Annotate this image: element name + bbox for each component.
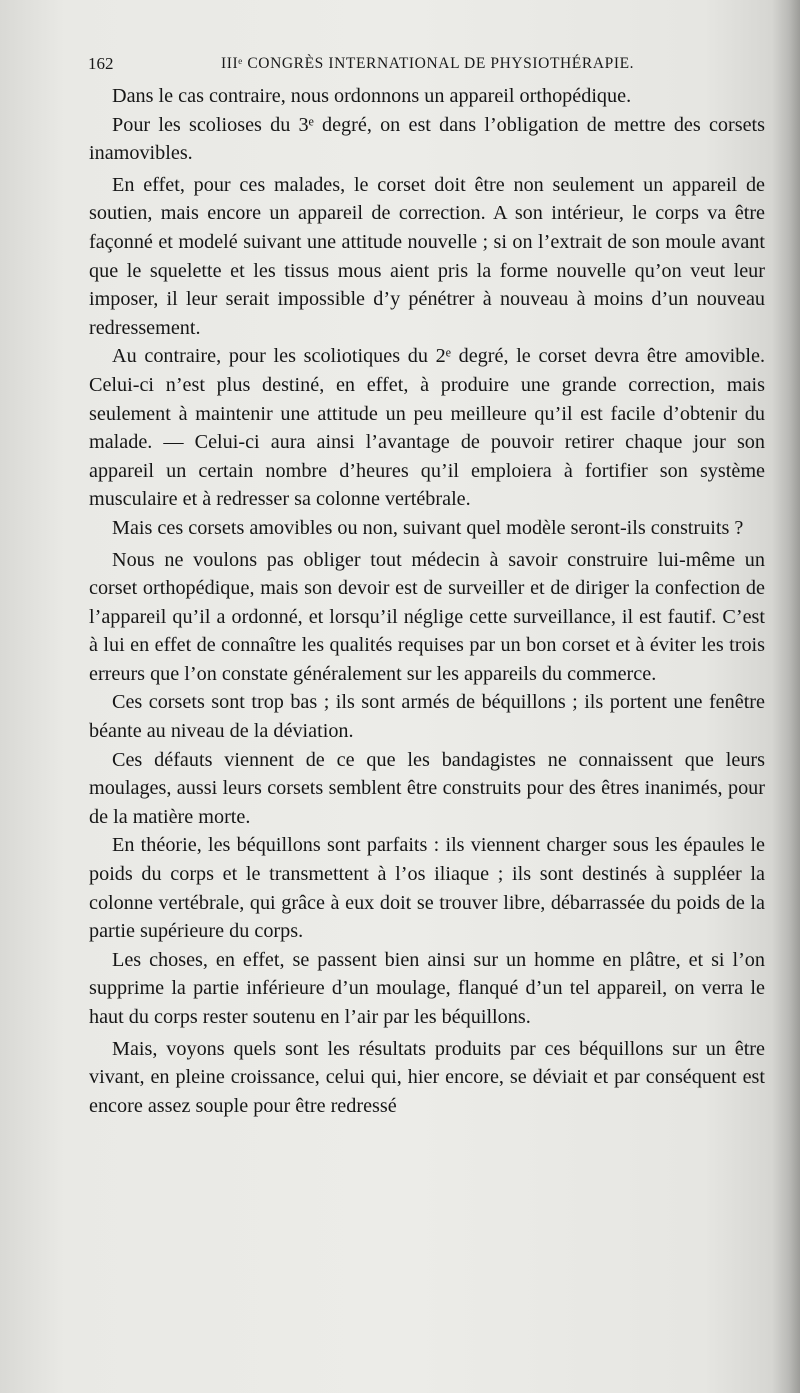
paragraph: En théorie, les béquillons sont parfaits : ils viennent charger sous les épaules le poids du corps et le transmettent à l’os iliaque ; ils sont destinés à suppléer la colonne vertébrale, qui grâce à eux doit se trouver libre, débarrassée du poids de la partie supérieure du corps. [89, 834, 765, 943]
paragraph: Ces corsets sont trop bas ; ils sont armés de béquillons ; ils portent une fenêtre béante au niveau de la déviation. [89, 691, 765, 743]
paragraph: Pour les scolioses du 3ᵉ degré, on est dans l’obligation de mettre des corsets inamovibles. [89, 113, 765, 165]
paragraph: Au contraire, pour les scoliotiques du 2ᵉ degré, le corset devra être amovible. Celui-ci n’est plus destiné, en effet, à produire une grande correction, mais seulement à maintenir une attitude un peu meilleure qu’il est facile d’obtenir du malade. — Celui-ci aura ainsi l’avantage de pouvoir retirer chaque jour son appareil un certain nombre d’heures qu’il emploiera à fortifier son système musculaire et à redresser sa colonne vertébrale. [89, 345, 765, 511]
paragraph: Mais ces corsets amovibles ou non, suivant quel modèle seront-ils construits ? [112, 516, 744, 539]
body-text [89, 82, 765, 1120]
running-title: IIIᵉ CONGRÈS INTERNATIONAL DE PHYSIOTHÉRAPIE. [221, 55, 635, 72]
page-header [88, 54, 778, 78]
paragraph: En effet, pour ces malades, le corset doit être non seulement un appareil de soutien, mais encore un appareil de correction. A son intérieur, le corps va être façonné et modelé suivant une attitude nouvelle ; si on l’extrait de son moule avant que le squelette et les tissus mous aient pris la forme nouvelle qu’on veut leur imposer, il leur serait impossible d’y pénétrer à nouveau à moins d’un nouveau redressement. [89, 173, 765, 339]
paragraph: Mais, voyons quels sont les résultats produits par ces béquillons sur un être vivant, en pleine croissance, celui qui, hier encore, se déviait et par conséquent est encore assez souple pour être redressé [89, 1037, 765, 1117]
page-number: 162 [88, 54, 114, 73]
paragraph: Dans le cas contraire, nous ordonnons un appareil orthopédique. [112, 85, 632, 107]
paragraph: Nous ne voulons pas obliger tout médecin à savoir construire lui-même un corset orthopédique, mais son devoir est de surveiller et de diriger la confection de l’appareil qu’il a ordonné, et lorsqu’il néglige cette surveillance, il est fautif. C’est à lui en effet de connaître les qualités requises par un bon corset et à éviter les trois erreurs que l’on constate généralement sur les appareils du commerce. [89, 548, 765, 685]
paragraph: Ces défauts viennent de ce que les bandagistes ne connaissent que leurs moulages, aussi leurs corsets semblent être construits pour des êtres inanimés, pour de la matière morte. [89, 748, 765, 828]
page-edge-shadow [772, 0, 800, 1393]
paragraph: Les choses, en effet, se passent bien ainsi sur un homme en plâtre, et si l’on supprime la partie inférieure d’un moulage, flanqué d’un tel appareil, on verra le haut du corps rester soutenu en l’air par les béquillons. [89, 948, 765, 1028]
